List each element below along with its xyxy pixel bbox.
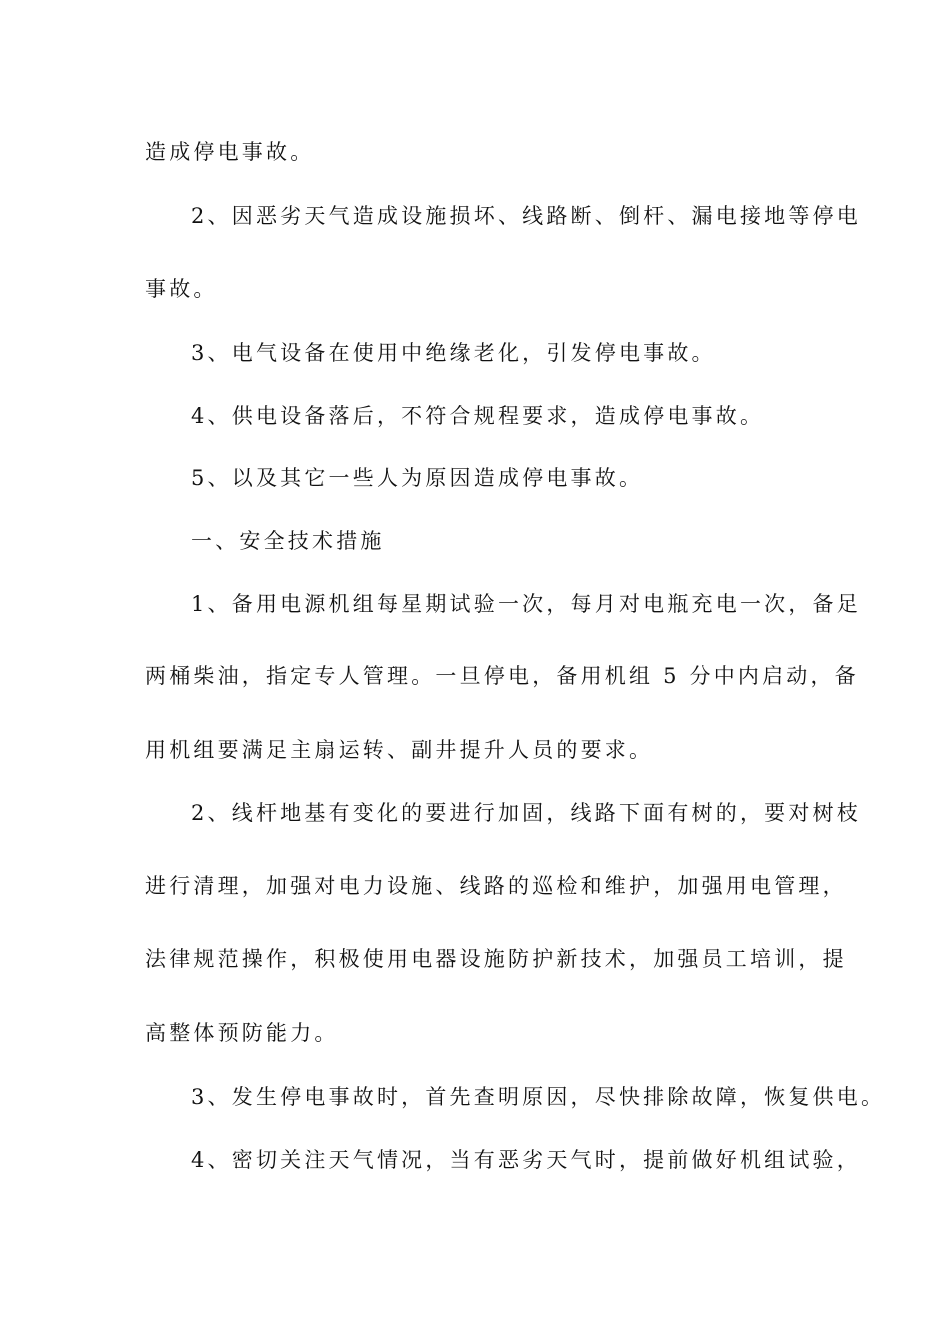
text-line: 用机组要满足主扇运转、副井提升人员的要求。 (145, 738, 654, 762)
paragraph-line: 5、以及其它一些人为原因造成停电事故。 (191, 466, 644, 490)
text-line: 事故。 (145, 277, 218, 301)
text-line: 高整体预防能力。 (145, 1021, 339, 1045)
paragraph-line: 1、备用电源机组每星期试验一次，每月对电瓶充电一次，备足 (191, 592, 861, 616)
paragraph-line: 3、发生停电事故时，首先查明原因，尽快排除故障，恢复供电。 (191, 1085, 886, 1109)
paragraph-line: 2、因恶劣天气造成设施损坏、线路断、倒杆、漏电接地等停电 (191, 204, 861, 228)
text-line: 进行清理，加强对电力设施、线路的巡检和维护，加强用电管理， (145, 874, 847, 898)
text-line: 造成停电事故。 (145, 140, 315, 164)
paragraph-line: 4、密切关注天气情况，当有恶劣天气时，提前做好机组试验， (191, 1148, 861, 1172)
text-line: 两桶柴油，指定专人管理。一旦停电，备用机组 5 分中内启动，备 (145, 664, 859, 688)
section-heading: 一、安全技术措施 (191, 529, 385, 553)
paragraph-line: 3、电气设备在使用中绝缘老化，引发停电事故。 (191, 341, 716, 365)
paragraph-line: 2、线杆地基有变化的要进行加固，线路下面有树的，要对树枝 (191, 801, 861, 825)
text-line: 法律规范操作，积极使用电器设施防护新技术，加强员工培训，提 (145, 947, 847, 971)
paragraph-line: 4、供电设备落后，不符合规程要求，造成停电事故。 (191, 404, 765, 428)
